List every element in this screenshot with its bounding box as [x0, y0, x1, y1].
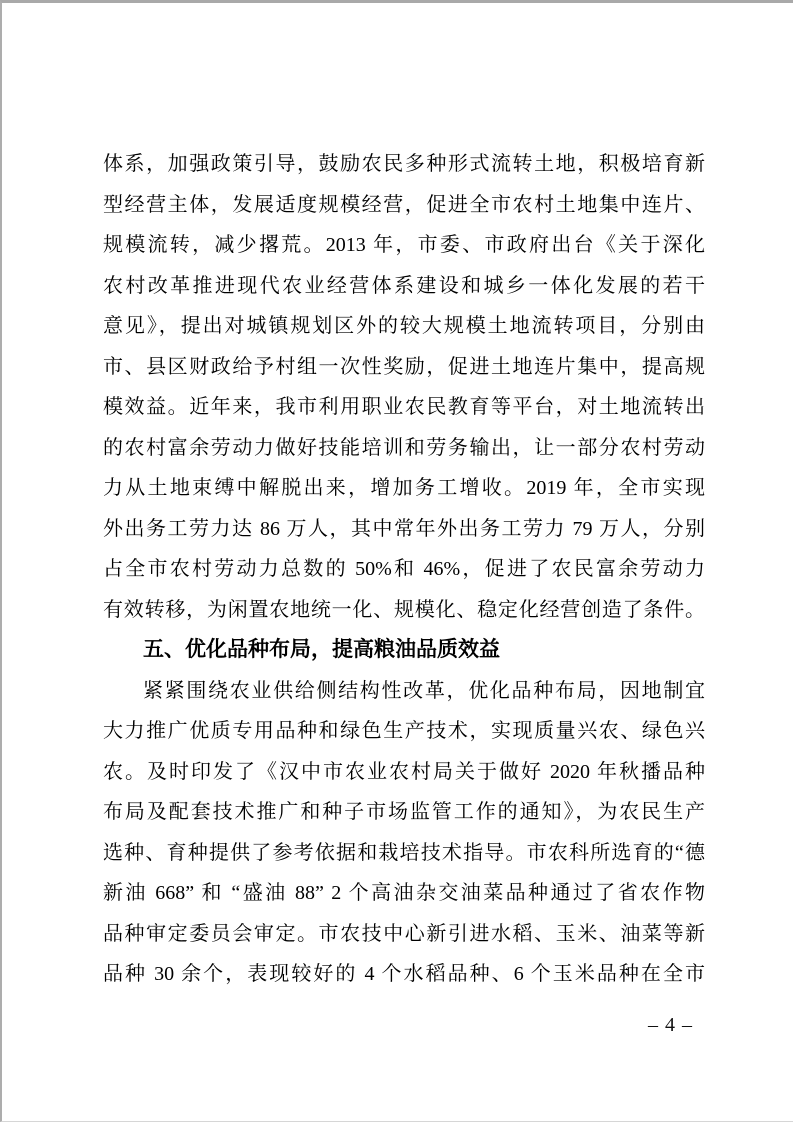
body-line: 选种、育种提供了参考依据和栽培技术指导。市农科所选育的“德: [103, 841, 705, 864]
body-line: 紧紧围绕农业供给侧结构性改革，优化品种布局，因地制宜: [143, 679, 705, 702]
body-line: 意见》，提出对城镇规划区外的较大规模土地流转项目，分别由: [103, 315, 705, 337]
body-line: 市、县区财政给予村组一次性奖励，促进土地连片集中，提高规: [103, 355, 705, 378]
section-heading: 五、优化品种布局，提高粮油品质效益: [143, 638, 500, 661]
body-line: 大力推广优质专用品种和绿色生产技术，实现质量兴农、绿色兴: [103, 720, 705, 742]
body-line: 布局及配套技术推广和种子市场监管工作的通知》，为农民生产: [103, 801, 705, 823]
body-line: 占全市农村劳动力总数的 50%和 46%，促进了农民富余劳动力: [103, 558, 705, 580]
body-line: 品种审定委员会审定。市农技中心新引进水稻、玉米、油菜等新: [103, 922, 705, 945]
body-line: 农。及时印发了《汉中市农业农村局关于做好 2020 年秋播品种: [103, 760, 705, 783]
page-number: – 4 –: [648, 1014, 693, 1036]
body-line: 农村改革推进现代农业经营体系建设和城乡一体化发展的若干: [103, 274, 705, 297]
body-line: 品种 30 余个，表现较好的 4 个水稻品种、6 个玉米品种在全市: [103, 963, 705, 985]
body-line: 体系，加强政策引导，鼓励农民多种形式流转土地，积极培育新: [103, 153, 705, 175]
body-line: 型经营主体，发展适度规模经营，促进全市农村土地集中连片、: [103, 193, 705, 216]
body-line: 规模流转，减少撂荒。2013 年，市委、市政府出台《关于深化: [103, 234, 705, 256]
body-line: 有效转移，为闲置农地统一化、规模化、稳定化经营创造了条件。: [103, 598, 705, 621]
body-line: 模效益。近年来，我市利用职业农民教育等平台，对土地流转出: [103, 396, 705, 418]
body-line: 外出务工劳力达 86 万人，其中常年外出务工劳力 79 万人，分别: [103, 517, 705, 540]
body-line: 新油 668” 和 “盛油 88” 2 个高油杂交油菜品种通过了省农作物: [103, 882, 705, 904]
document-body: [103, 144, 705, 995]
body-line: 的农村富余劳动力做好技能培训和劳务输出，让一部分农村劳动: [103, 436, 705, 459]
body-line: 力从土地束缚中解脱出来，增加务工增收。2019 年，全市实现: [103, 477, 705, 499]
